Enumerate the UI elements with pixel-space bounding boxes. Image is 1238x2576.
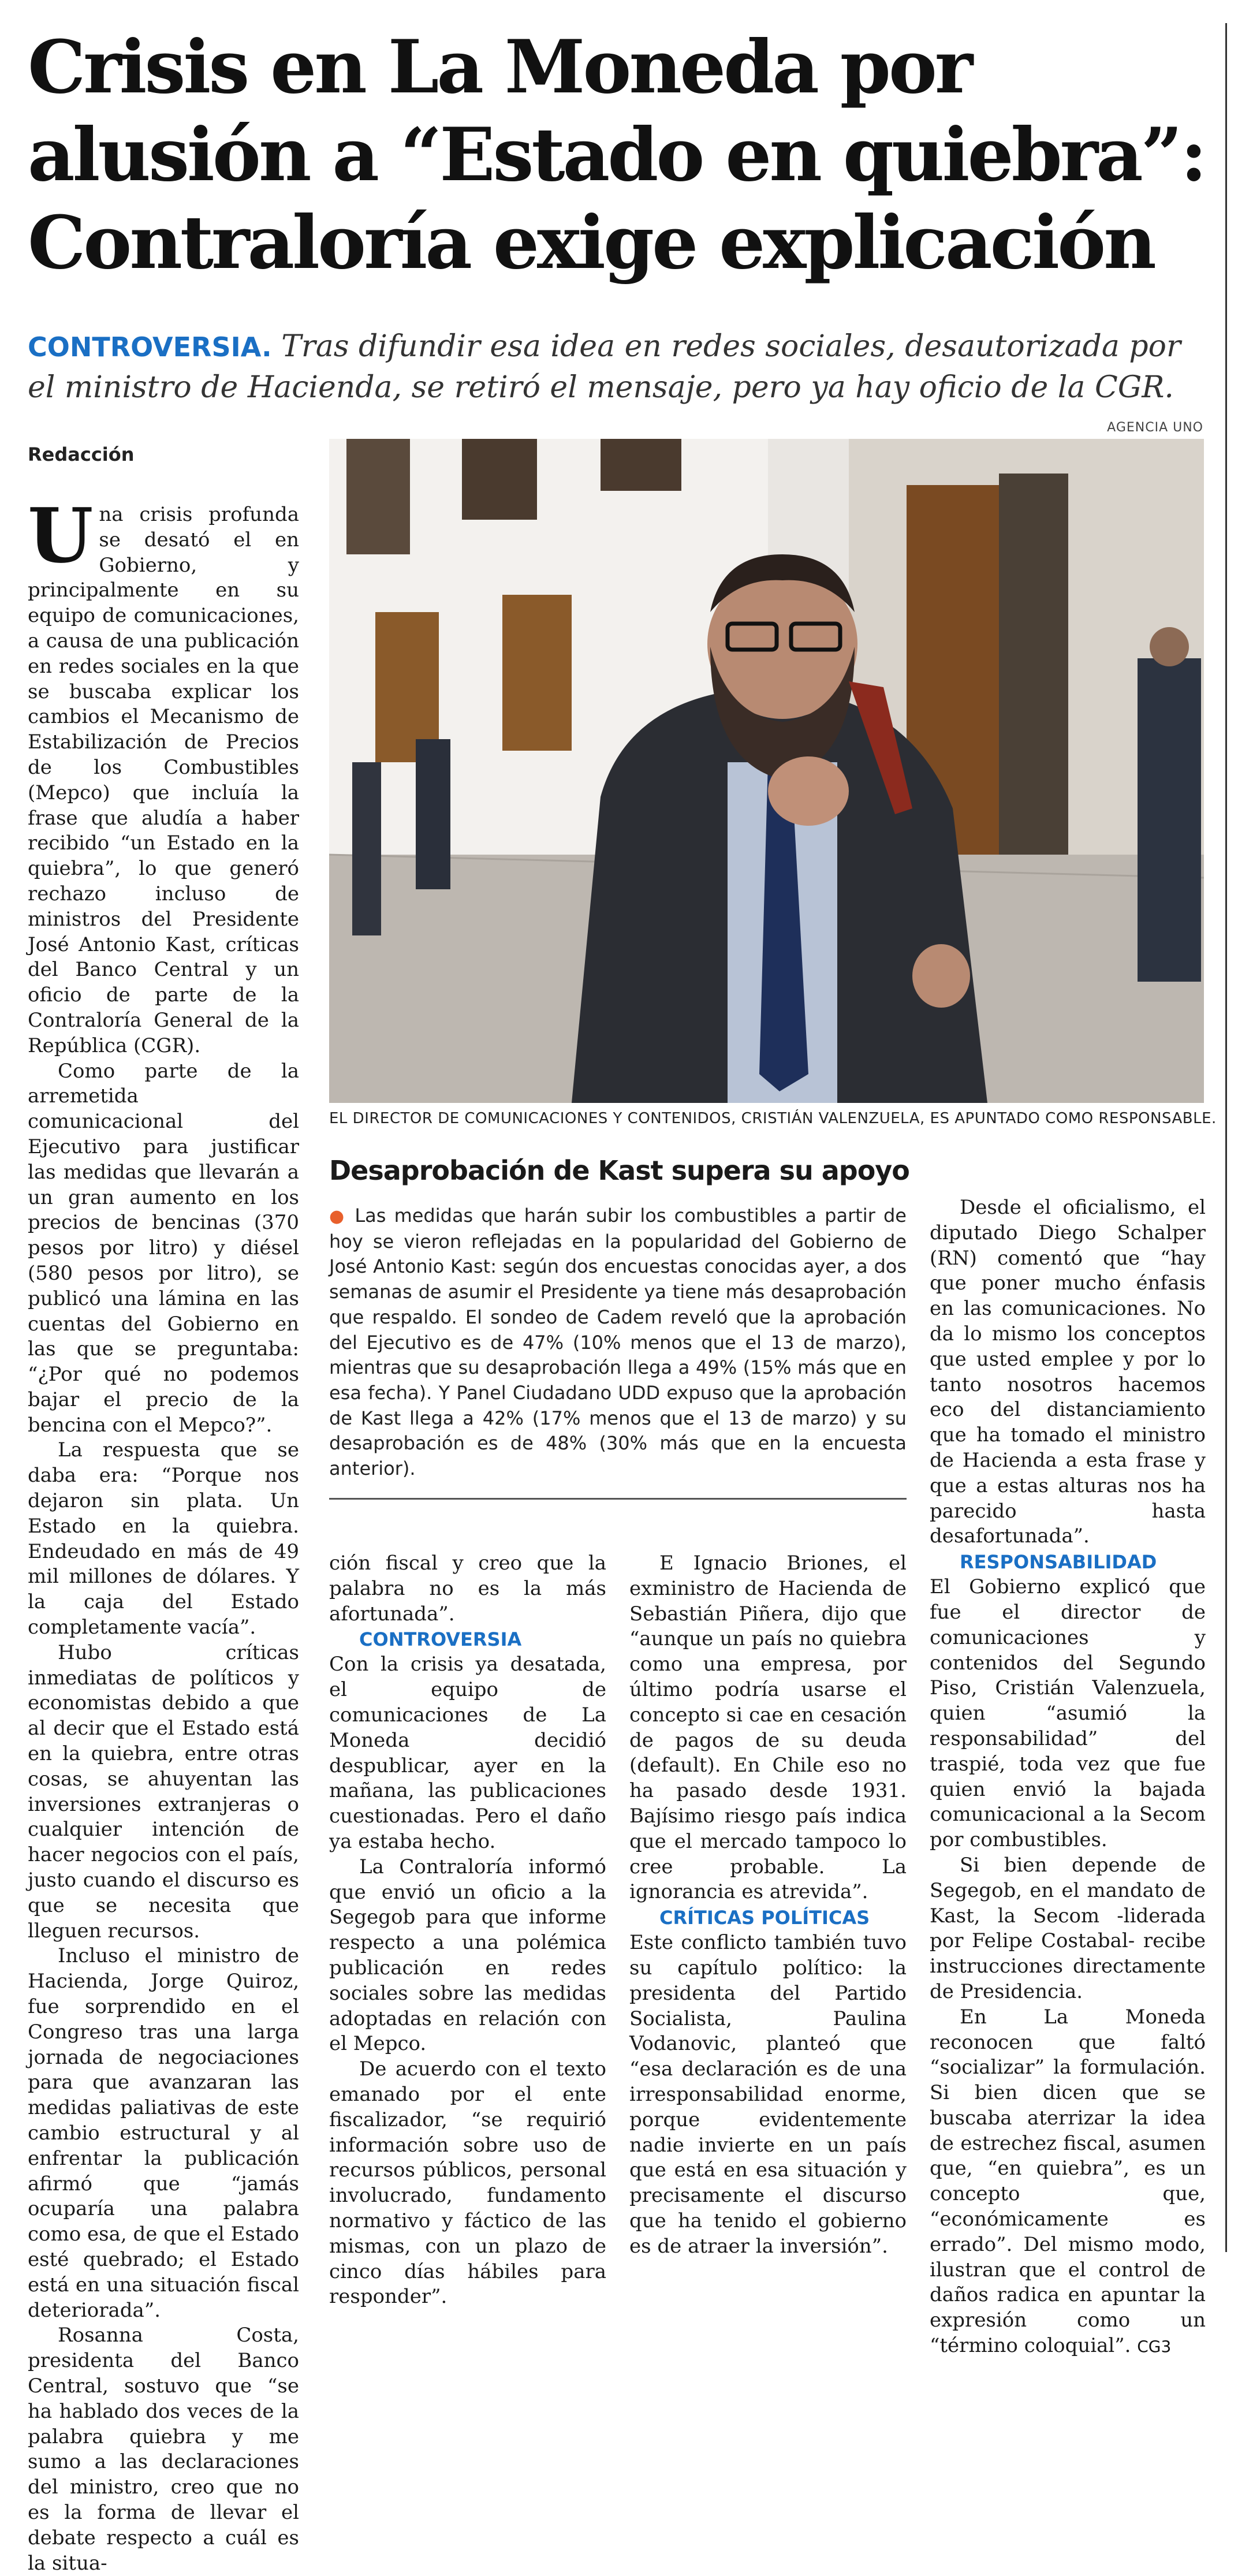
- column-4: [930, 1195, 1206, 2359]
- subhead: CONTROVERSIA: [359, 1628, 522, 1651]
- paragraph: Este conflicto también tuvo su capítulo político: la presidenta del Partido Socialista, Paulina Vodanovic, planteó que “esa declaración es de una irresponsabilidad enorme, porque evidentemente nadie invierte en un país que está en esa situación y precisamente el discurso que ha tenido el gobierno es de atraer la inversión”.: [629, 1931, 907, 2258]
- photo-credit: AGENCIA UNO: [1107, 420, 1203, 435]
- paragraph-text: na crisis profunda se desató el en Gobierno, y principalmente en su equipo de comunicaciones, a causa de una publicación en redes sociales en la que se buscaba explicar los cambios el Mecanismo de Estabilización de Precios de los Combustibles (Mepco) que incluía la frase que aludía a haber recibido “un Estado en la quiebra”, lo que generó rechazo incluso de ministros del Presidente José Antonio Kast, críticas del Banco Central y un oficio de parte de la Contraloría General de la República (CGR).: [28, 503, 299, 1057]
- paragraph: [28, 491, 299, 1059]
- headline-line-2: alusión a “Estado en quiebra”:: [28, 112, 1205, 197]
- sidebar-text: Las medidas que harán subir los combustibles a partir de hoy se vieron reflejadas en la popularidad del Gobierno de José Antonio Kast: según dos encuestas conocidas ayer, a dos semanas de asumir el Presidente ya tiene más desaprobación que respaldo. El sondeo de Cadem reveló que la aprobación del Ejecutivo es de 47% (10% menos que el 13 de marzo), mientras que su desaprobación llega a 49% (15% más que en esa fecha). Y Panel Ciudadano UDD expuso que la aprobación de Kast llega a 42% (17% menos que el 13 de marzo) y su desaprobación es de 48% (30% más que en la encuesta anterior).: [329, 1205, 907, 1480]
- paragraph: Como parte de la arremetida comunicacional del Ejecutivo para justificar las medidas que llevarán a un gran aumento en los precios de bencinas (370 pesos por litro) y diésel (580 pesos por litro), se publicó una lámina en las cuentas del Gobierno en las que se preguntaba: “¿Por qué no podemos bajar el precio de la bencina con el Mepco?”.: [28, 1059, 299, 1437]
- bullet-icon: ●: [329, 1206, 347, 1227]
- paragraph: Incluso el ministro de Hacienda, Jorge Quiroz, fue sorprendido en el Congreso tras una larga jornada de negociaciones para que avanzaran las medidas paliativas de este cambio estructural y al enfrentar la publicación afirmó que “jamás ocuparía una palabra como esa, de que el Estado esté quebrado; el Estado está en una situación fiscal deteriorada”.: [28, 1944, 300, 2322]
- photo-caption: EL DIRECTOR DE COMUNICACIONES Y CONTENIDOS, CRISTIÁN VALENZUELA, ES APUNTADO COMO RESPONSABLE.: [329, 1110, 1217, 1127]
- paragraph-text: En La Moneda reconocen que faltó “socializar” la formulación. Si bien dicen que se buscaba aterrizar la idea de estrechez fiscal, asumen que, “en quiebra”, es un concepto que, “económicamente es errado”. Del mismo modo, ilustran que el control de daños radica en apuntar la expresión como un “término coloquial”.: [930, 2005, 1206, 2358]
- headline-line-1: Crisis en La Moneda por: [28, 24, 971, 110]
- paragraph: [930, 2005, 1206, 2359]
- sidebar-rule: [329, 1498, 907, 1500]
- deck-kicker: CONTROVERSIA.: [28, 331, 272, 363]
- headline: [28, 23, 1211, 286]
- paragraph: ción fiscal y creo que la palabra no es la más afortunada”.: [329, 1552, 606, 1626]
- sidebar-title: Desaprobación de Kast supera su apoyo: [329, 1155, 909, 1186]
- deck-text: Tras difundir esa idea en redes sociales, desautorizada por el ministro de Hacienda, se retiró el mensaje, pero ya hay oficio de la CGR.: [28, 329, 1181, 405]
- paragraph: Con la crisis ya desatada, el equipo de comunicaciones de La Moneda decidió despublicar, ayer en la mañana, las publicaciones cuestionadas. Pero el daño ya estaba hecho.: [329, 1653, 606, 1853]
- paragraph: De acuerdo con el texto emanado por el ente fiscalizador, “se requirió información sobre uso de recursos públicos, personal involucrado, fundamento normativo y fáctico de las mismas, con un plazo de cinco días hábiles para responder”.: [329, 2057, 606, 2309]
- drop-cap: U: [28, 491, 94, 580]
- paragraph: Hubo críticas inmediatas de políticos y economistas debido a que al decir que el Estado está en la quiebra, entre otras cosas, se ahuyentan las inversiones extranjeras o cualquier intención de hacer negocios con el país, justo cuando el discurso es que se necesita que lleguen recursos.: [28, 1641, 299, 1943]
- paragraph: Desde el oficialismo, el diputado Diego Schalper (RN) comentó que “hay que poner mucho énfasis en las comunicaciones. No da lo mismo los conceptos que usted emplee y por lo tanto nosotros hacemos eco del distanciamiento que ha tomado el ministro de Hacienda a esta frase y que a estas alturas nos ha parecido hasta desafortunada”.: [930, 1196, 1206, 1548]
- column-2: [329, 1551, 606, 2310]
- paragraph: El Gobierno explicó que fue el director de comunicaciones y contenidos del Segundo Piso, Cristián Valenzuela, quien “asumió la responsabilidad” del traspié, toda vez que fue quien envió la bajada comunicacional a la Secom por combustibles.: [930, 1575, 1206, 1852]
- sidebar-body: [329, 1203, 907, 1482]
- deck: [28, 326, 1206, 408]
- paragraph: Si bien depende de Segegob, en el mandato de Kast, la Secom -liderada por Felipe Costabal- recibe instrucciones directamente de Presidencia.: [930, 1853, 1206, 2003]
- column-1: [28, 491, 300, 2576]
- headline-line-3: Contraloría exige explicación: [28, 200, 1154, 285]
- page-edge-rule: [1225, 23, 1227, 2252]
- subhead: RESPONSABILIDAD: [960, 1551, 1157, 1574]
- end-mark: CG3: [1137, 2337, 1172, 2357]
- byline: Redacción: [28, 443, 135, 465]
- column-3: [629, 1551, 907, 2260]
- article-photo: [329, 439, 1204, 1103]
- paragraph: Rosanna Costa, presidenta del Banco Central, sostuvo que “se ha hablado dos veces de la palabra quiebra y me sumo a las declaraciones del ministro, creo que no es la forma de llevar el debate respecto a cuál es la situa-: [28, 2324, 299, 2575]
- paragraph: La respuesta que se daba era: “Porque nos dejaron sin plata. Un Estado en la quiebra. Endeudado en más de 49 mil millones de dólares. Y la caja del Estado completamente vacía”.: [28, 1438, 299, 1639]
- paragraph: E Ignacio Briones, el exministro de Hacienda de Sebastián Piñera, dijo que “aunque un país no quiebra como una empresa, por último podría usarse el concepto si cae en cesación de pagos de su deuda (default). En Chile eso no ha pasado desde 1931. Bajísimo riesgo país indica que el mercado tampoco lo cree probable. La ignorancia es atrevida”.: [629, 1552, 907, 1904]
- subhead: CRÍTICAS POLÍTICAS: [659, 1907, 870, 1929]
- sidebar-box: [329, 1155, 907, 1500]
- paragraph: La Contraloría informó que envió un oficio a la Segegob para que informe respecto a una polémica publicación en redes sociales sobre las medidas adoptadas en relación con el Mepco.: [329, 1855, 606, 2056]
